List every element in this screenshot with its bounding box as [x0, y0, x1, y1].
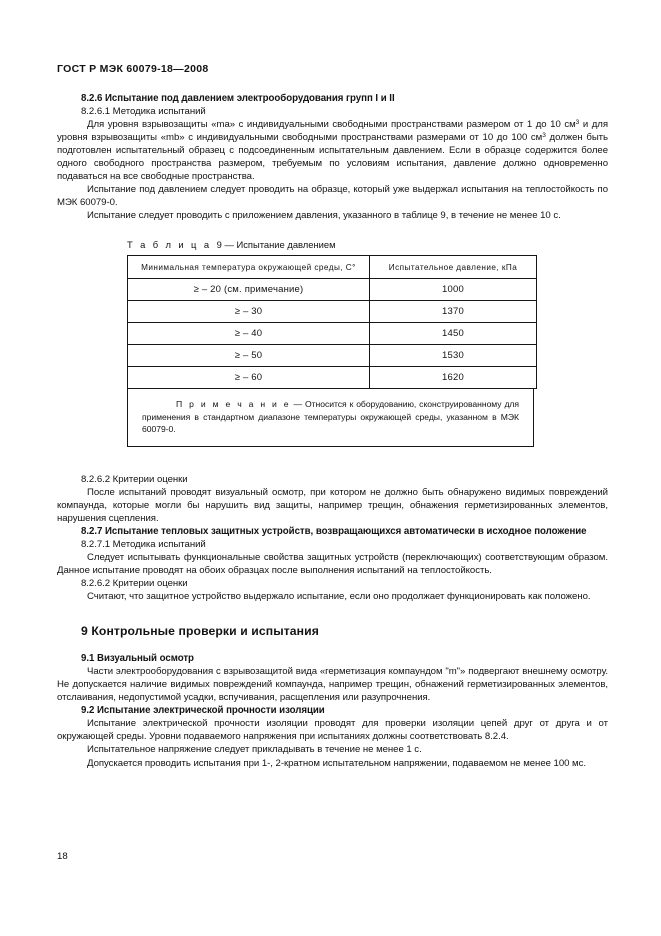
- table-note-dash: —: [293, 399, 303, 410]
- table-header-row: [128, 256, 537, 279]
- heading-8-2-7-criteria: 8.2.6.2 Критерии оценки: [81, 578, 188, 590]
- table-caption-dash: —: [224, 239, 234, 251]
- cell-temperature: ≥ – 50: [128, 345, 370, 367]
- paragraph-8-2-7-1-body: Следует испытывать функциональные свойства защитных устройств (переключающих) соответствующим образом. Данное испытание проводят на обоих образцах после выполнения испытаний на теплостойкость.: [57, 551, 608, 577]
- heading-section-9: 9 Контрольные проверки и испытания: [81, 624, 319, 639]
- table-row: [128, 345, 537, 367]
- cell-pressure: 1530: [370, 345, 537, 367]
- table-caption-number: 9: [216, 239, 222, 251]
- table-caption-label: Т а б л и ц а: [127, 239, 212, 251]
- table-caption-title: Испытание давлением: [236, 239, 336, 251]
- cell-temperature: ≥ – 40: [128, 323, 370, 345]
- heading-8-2-7: 8.2.7 Испытание тепловых защитных устройств, возвращающихся автоматически в исходное положение: [81, 525, 587, 537]
- paragraph-9-2-voltage-duration: Испытательное напряжение следует прикладывать в течение не менее 1 с.: [87, 744, 422, 756]
- cell-pressure: 1450: [370, 323, 537, 345]
- paragraph-pressure-test-sample: Испытание под давлением следует проводить на образце, который уже выдержал испытания на теплостойкость по МЭК 60079-0.: [57, 184, 608, 209]
- heading-8-2-6-1: 8.2.6.1 Методика испытаний: [81, 106, 206, 118]
- heading-8-2-7-1: 8.2.7.1 Методика испытаний: [81, 538, 206, 550]
- paragraph-8-2-7-criteria-body: Считают, что защитное устройство выдержало испытание, если оно продолжает функционировать как положено.: [87, 591, 591, 603]
- heading-9-1: 9.1 Визуальный осмотр: [81, 653, 194, 665]
- document-body: [57, 92, 608, 770]
- paragraph-9-1-body: Части электрооборудования с взрывозащитой вида «герметизация компаундом "m"» подвергают внешнему осмотру. Не допускается наличие видимых повреждений компаунда, например трещин, обнажений герметизированных элементов, отслаивания, недопустимой усадки, вспучивания, расщепления или разупрочнения.: [57, 666, 608, 704]
- cell-pressure: 1000: [370, 279, 537, 301]
- para-text-b: и для уровня взрывозащиты «mb» с индивидуальными свободными пространствами размерами от 10 до 100 см: [57, 119, 608, 144]
- table-row: [128, 301, 537, 323]
- table-9-note: [127, 389, 534, 446]
- paragraph-pressure-duration: Испытание следует проводить с приложением давления, указанного в таблице 9, в течение не менее 10 с.: [87, 210, 561, 222]
- table-9: [127, 255, 537, 389]
- paragraph-8-2-6-2-body: После испытаний проводят визуальный осмотр, при котором не должно быть обнаружено видимых повреждений компаунда, которые могли бы нарушить вид защиты, например трещин, обнажения герметизированных элементов, нарушения сцепления.: [57, 486, 608, 524]
- table-header-temperature: Минимальная температура окружающей среды, С°: [128, 256, 370, 279]
- running-head: ГОСТ Р МЭК 60079-18—2008: [57, 63, 209, 75]
- table-note-paragraph: [142, 398, 519, 435]
- superscript-cubic-2: 3: [542, 131, 546, 139]
- heading-8-2-6-2: 8.2.6.2 Критерии оценки: [81, 473, 188, 485]
- superscript-cubic-1: 3: [575, 118, 580, 126]
- table-9-body: [128, 279, 537, 389]
- page-number: 18: [57, 851, 68, 862]
- cell-temperature: ≥ – 60: [128, 367, 370, 389]
- cell-pressure: 1370: [370, 301, 537, 323]
- table-row: [128, 367, 537, 389]
- cell-temperature: ≥ – 30: [128, 301, 370, 323]
- table-9-head: [128, 256, 537, 279]
- table-row: [128, 279, 537, 301]
- table-header-pressure: Испытательное давление, кПа: [370, 256, 537, 279]
- table-note-text: Относится к оборудованию, сконструированному для применения в стандартном диапазоне температуры окружающей среды, указанном в МЭК 60079-0.: [142, 399, 520, 435]
- table-note-label: П р и м е ч а н и е: [176, 399, 291, 410]
- para-text-c: должен быть подготовлен испытательный образец с подсоединенным испытательным давлением. Если в образце содержится более одного свободного пространства размером, требуемым по условиям испытания, давление должно одновременно подаваться на все свободные пространства.: [57, 132, 608, 183]
- para-text-a: Для уровня взрывозащиты «ma» с индивидуальными свободными пространствами размером от 1 до 10 см: [87, 119, 576, 131]
- heading-9-2: 9.2 Испытание электрической прочности изоляции: [81, 705, 325, 717]
- table-row: [128, 323, 537, 345]
- table-9-caption: [127, 238, 534, 251]
- paragraph-8-2-6-1-body: [57, 118, 608, 183]
- paragraph-9-2-body: Испытание электрической прочности изоляции проводят для проверки изоляции цепей друг от друга и от окружающей среды. Уровни подаваемого напряжения при испытаниях должны соответствовать 8.2.4.: [57, 718, 608, 743]
- table-9-block: [127, 238, 534, 446]
- cell-pressure: 1620: [370, 367, 537, 389]
- cell-temperature: ≥ – 20 (см. примечание): [128, 279, 370, 301]
- paragraph-9-2-short-pulse: Допускается проводить испытания при 1-, 2-кратном испытательном напряжении, подаваемом не менее 100 мс.: [87, 757, 586, 769]
- heading-8-2-6: 8.2.6 Испытание под давлением электрооборудования групп I и II: [81, 93, 395, 104]
